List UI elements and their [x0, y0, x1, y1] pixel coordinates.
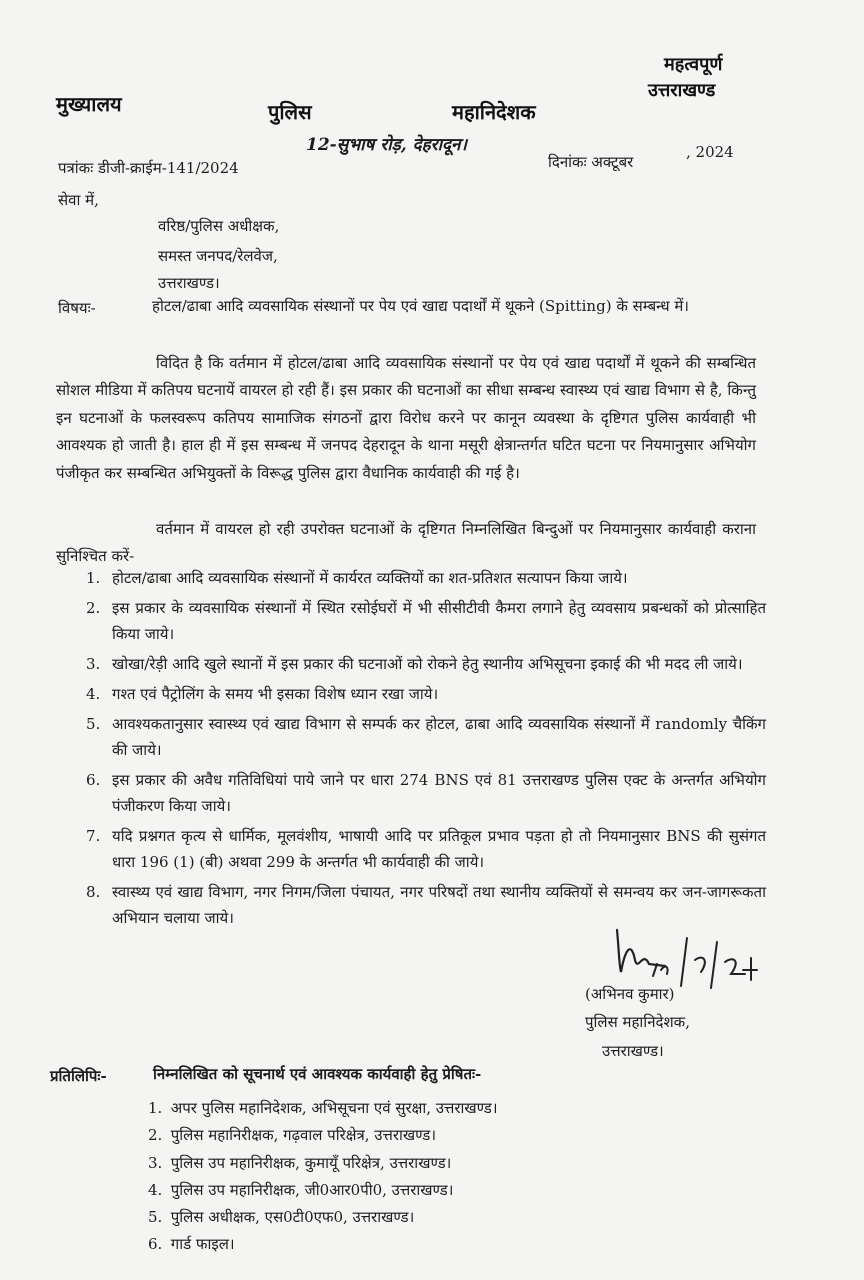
recipient-number: 3.: [148, 1153, 163, 1172]
copy-title: निम्नलिखित को सूचनार्थ एवं आवश्यक कार्यवाही हेतु प्रेषितः-: [153, 1065, 482, 1083]
signatory-designation: पुलिस महानिदेशक,: [585, 1013, 690, 1031]
date-year: , 2024: [686, 143, 734, 161]
header-word-hq: मुख्यालय: [56, 92, 122, 116]
office-address: 12-सुभाष रोड़, देहरादून।: [306, 135, 467, 155]
body-paragraph-1: विदित है कि वर्तमान में होटल/ढाबा आदि व्यवसायिक संस्थानों पर पेय एवं खाद्य पदार्थों में थूकने की सम्बन्धित सोशल मीडिया में कतिपय घटनायें वायरल हो रही हैं। इस प्रकार की घटनाओं का सीधा सम्बन्ध स्वास्थ्य एवं खाद्य विभाग से है, किन्तु इन घटनाओं के फलस्वरूप कतिपय सामाजिक संगठनों द्वारा विरोध करने पर कानून व्यवस्था के दृष्टिगत पुलिस कार्यवाही भी आवश्यक हो जाती है। हाल ही में इस सम्बन्ध में जनपद देहरादून के थाना मसूरी क्षेत्रान्तर्गत घटित घटना पर नियमानुसार अभियोग पंजीकृत कर सम्बन्धित अभियुक्तों के विरूद्ध पुलिस द्वारा वैधानिक कार्यवाही की गई है।: [56, 354, 756, 482]
recipient-number: 5.: [148, 1208, 163, 1227]
addressee-line2: समस्त जनपद/रेलवेज,: [158, 247, 278, 265]
letter-date: [548, 152, 633, 172]
copy-recipient: [148, 1150, 498, 1177]
recipient-text: अपर पुलिस महानिदेशक, अभिसूचना एवं सुरक्षा, उत्तराखण्ड।: [170, 1099, 498, 1117]
point-text: स्वास्थ्य एवं खाद्य विभाग, नगर निगम/जिला पंचायत, नगर परिषदों तथा स्थानीय व्यक्तियों से समन्वय कर जन-जागरूकता अभियान चलाया जाये।: [112, 883, 766, 927]
directive-point: [86, 711, 766, 763]
point-number: 7.: [86, 827, 101, 845]
recipient-text: गार्ड फाइल।: [170, 1235, 235, 1254]
directive-point: [86, 767, 766, 819]
addressee-label: सेवा में,: [58, 191, 99, 209]
copy-recipient: [148, 1231, 498, 1258]
copy-recipient: [148, 1122, 498, 1149]
header-word-police: पुलिस: [268, 100, 312, 124]
directive-point: [86, 595, 766, 647]
addressee-line1: वरिष्ठ/पुलिस अधीक्षक,: [158, 217, 280, 235]
point-text: होटल/ढाबा आदि व्यवसायिक संस्थानों में कार्यरत व्यक्तियों का शत-प्रतिशत सत्यापन किया जाये।: [112, 569, 628, 587]
copy-label: प्रतिलिपिः-: [50, 1067, 107, 1085]
point-number: 8.: [86, 883, 101, 901]
recipient-text: पुलिस अधीक्षक, एस0टी0एफ0, उत्तराखण्ड।: [170, 1208, 415, 1227]
copy-recipients-list: [148, 1095, 498, 1259]
point-text: खोखा/रेड़ी आदि खुले स्थानों में इस प्रकार की घटनाओं को रोकने हेतु स्थानीय अभिसूचना इकाई की भी मदद ली जाये।: [112, 655, 743, 673]
point-number: 5.: [86, 715, 101, 733]
reference-number: [58, 158, 239, 178]
directive-point: [86, 651, 766, 677]
point-text: गश्त एवं पैट्रोलिंग के समय भी इसका विशेष ध्यान रखा जाये।: [112, 685, 439, 703]
signatory-state: उत्तराखण्ड।: [602, 1042, 664, 1060]
recipient-number: 6.: [148, 1235, 163, 1254]
recipient-text: पुलिस महानिरीक्षक, गढ़वाल परिक्षेत्र, उत्तराखण्ड।: [170, 1126, 437, 1145]
point-text: यदि प्रश्नगत कृत्य से धार्मिक, मूलवंशीय, भाषायी आदि पर प्रतिकूल प्रभाव पड़ता हो तो नियमानुसार BNS की सुसंगत धारा 196 (1) (बी) अथवा 299 के अन्तर्गत भी कार्यवाही की जाये।: [112, 827, 766, 871]
point-text: इस प्रकार के व्यवसायिक संस्थानों में स्थित रसोईघरों में भी सीसीटीवी कैमरा लगाने हेतु व्यवसाय प्रबन्धकों को प्रोत्साहित किया जाये।: [112, 599, 766, 643]
copy-recipient: [148, 1095, 498, 1122]
directive-point: [86, 681, 766, 707]
reference-value: डीजी-क्राईम-141/2024: [98, 159, 239, 177]
importance-line1: महत्वपूर्ण: [664, 54, 723, 75]
copy-recipient: [148, 1204, 498, 1231]
recipient-number: 2.: [148, 1126, 163, 1145]
copy-recipient: [148, 1177, 498, 1204]
point-text: आवश्यकतानुसार स्वास्थ्य एवं खाद्य विभाग से सम्पर्क कर होटल, ढाबा आदि व्यवसायिक संस्थानों में randomly चैकिंग की जाये।: [112, 715, 766, 759]
importance-line2: उत्तराखण्ड: [648, 80, 716, 101]
handwritten-signature: [605, 920, 765, 990]
point-number: 2.: [86, 599, 101, 617]
recipient-number: 1.: [148, 1099, 163, 1117]
recipient-text: पुलिस उप महानिरीक्षक, कुमायूँ परिक्षेत्र, उत्तराखण्ड।: [170, 1153, 452, 1172]
point-number: 6.: [86, 771, 101, 789]
point-number: 1.: [86, 569, 101, 587]
subject-text: होटल/ढाबा आदि व्यवसायिक संस्थानों पर पेय एवं खाद्य पदार्थों में थूकने (Spitting) के सम्बन्ध में।: [152, 297, 689, 315]
point-text: इस प्रकार की अवैध गतिविधियां पाये जाने पर धारा 274 BNS एवं 81 उत्तराखण्ड पुलिस एक्ट के अन्तर्गत अभियोग पंजीकरण किया जाये।: [112, 771, 766, 815]
directive-points-list: [86, 565, 766, 931]
header-word-dg: महानिदेशक: [452, 100, 536, 124]
point-number: 3.: [86, 655, 101, 673]
signatory-name: (अभिनव कुमार): [585, 985, 675, 1003]
date-label: दिनांकः: [548, 153, 587, 171]
reference-label: पत्रांकः: [58, 159, 94, 177]
subject-label: विषयः-: [58, 299, 96, 317]
point-number: 4.: [86, 685, 101, 703]
addressee-line3: उत्तराखण्ड।: [158, 274, 220, 292]
body-paragraph-2: वर्तमान में वायरल हो रही उपरोक्त घटनाओं के दृष्टिगत निम्नलिखित बिन्दुओं पर नियमानुसार कार्यवाही कराना सुनिश्चित करें-: [56, 520, 756, 566]
recipient-text: पुलिस उप महानिरीक्षक, जी0आर0पी0, उत्तराखण्ड।: [170, 1180, 454, 1199]
date-month: अक्टूबर: [591, 153, 634, 171]
recipient-number: 4.: [148, 1180, 163, 1199]
directive-point: [86, 565, 766, 591]
directive-point: [86, 823, 766, 875]
